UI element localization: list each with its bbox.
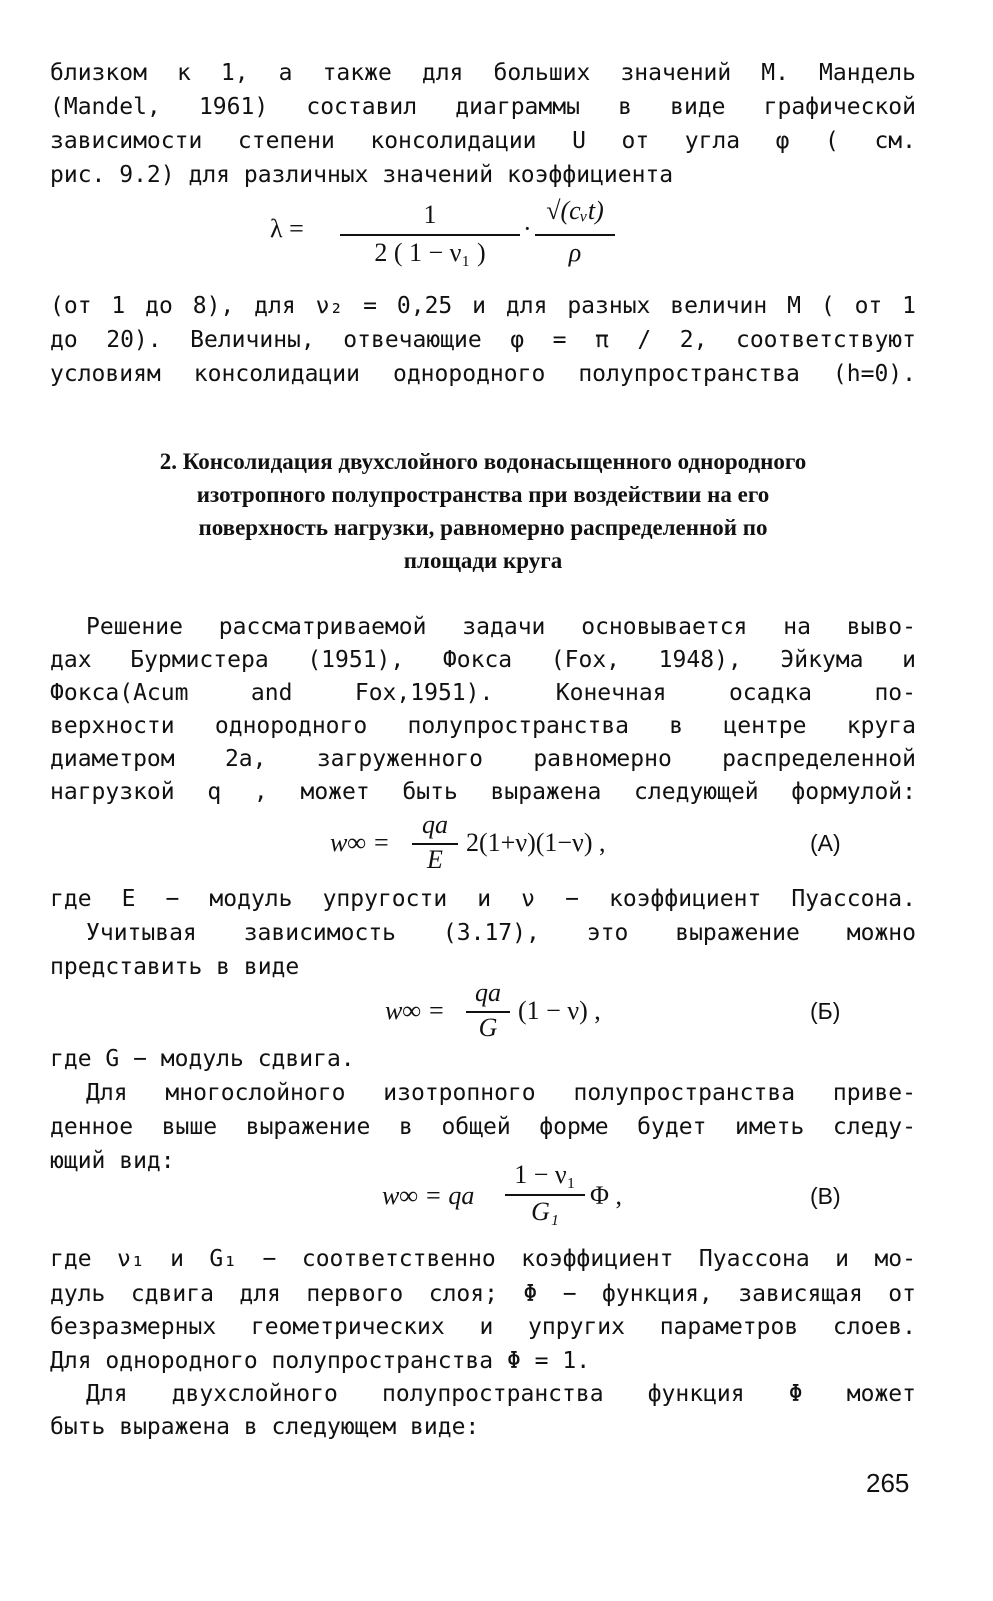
text-line: диаметром 2а, загруженного равномерно распределенной	[50, 746, 916, 772]
section-heading-line: площади круга	[403, 548, 563, 573]
text-line: безразмерных геометрических и упругих параметров слоев.	[50, 1314, 916, 1340]
formula-lambda-sqrt: √(cᵥt)	[546, 196, 604, 225]
text-line: денное выше выражение в общей форме будет иметь следу-	[50, 1114, 916, 1140]
text-line: условиям консолидации однородного полупространства (h=0).	[50, 361, 916, 387]
formula-b-label: (Б)	[810, 998, 841, 1024]
formula-a-numerator: qa	[422, 810, 448, 839]
text-line: Решение рассматриваемой задачи основывается на выво-	[86, 614, 916, 640]
text-line: где G − модуль сдвига.	[50, 1046, 355, 1072]
text-line: рис. 9.2) для различных значений коэффициента	[50, 162, 674, 188]
formula-lambda-dot: ·	[523, 214, 532, 243]
fraction-bar	[340, 234, 520, 236]
formula-a-rhs: 2(1+ν)(1−ν) ,	[466, 828, 606, 857]
text-line: дах Бурмистера (1951), Фокса (Fox, 1948), Эйкума и	[50, 647, 916, 673]
formula-v-lhs: w∞ = qa	[382, 1181, 475, 1210]
text-line: близком к 1, а также для больших значений M. Мандель	[50, 60, 916, 86]
formula-v-label: (B)	[810, 1183, 841, 1209]
text-line: Фокса(Acum and Fox,1951). Конечная осадка по-	[50, 680, 916, 706]
text-line: до 20). Величины, отвечающие φ = π / 2, соответствуют	[50, 327, 916, 353]
formula-v-denominator: G₁	[531, 1197, 559, 1226]
text-line: Для однородного полупространства Φ = 1.	[50, 1348, 591, 1374]
formula-v-rhs: Φ ,	[590, 1181, 623, 1210]
formula-lambda-denominator: 2 ( 1 − ν₁ )	[374, 238, 486, 267]
page-number: 265	[866, 1468, 910, 1498]
text-line: быть выражена в следующем виде:	[50, 1414, 480, 1440]
text-line: зависимости степени консолидации U от угла φ ( см.	[50, 128, 916, 154]
text-line: где ν₁ и G₁ − соответственно коэффициент Пуассона и мо-	[50, 1246, 916, 1272]
formula-b-lhs: w∞ =	[385, 996, 445, 1025]
formula-b-rhs: (1 − ν) ,	[518, 996, 601, 1025]
text-line: Для многослойного изотропного полупространства приве-	[86, 1080, 916, 1106]
formula-a-lhs: w∞ =	[330, 828, 390, 857]
formula-b-denominator: G	[478, 1013, 498, 1042]
text-line: где E − модуль упругости и ν − коэффициент Пуассона.	[50, 886, 916, 912]
text-line: Учитывая зависимость (3.17), это выражение можно	[86, 920, 916, 946]
fraction-bar	[505, 1194, 585, 1196]
text-line: верхности однородного полупространства в центре круга	[50, 713, 916, 739]
section-heading-line: 2. Консолидация двухслойного водонасыщенного однородного	[159, 449, 807, 474]
text-line: нагрузкой q , может быть выражена следующей формулой:	[50, 779, 916, 805]
text-line: ющий вид:	[50, 1148, 175, 1174]
formula-lambda-rho: ρ	[568, 238, 582, 267]
formula-b-numerator: qa	[475, 978, 501, 1007]
section-heading-line: изотропного полупространства при воздействии на его	[196, 482, 770, 507]
text-line: дуль сдвига для первого слоя; Φ − функция, зависящая от	[50, 1281, 916, 1307]
formula-lambda-lhs: λ =	[270, 214, 304, 243]
text-line: представить в виде	[50, 954, 300, 980]
fraction-bar	[535, 234, 615, 236]
formula-a-label: (A)	[810, 830, 841, 856]
formula-lambda-numerator: 1	[423, 200, 437, 229]
formula-v-numerator: 1 − ν₁	[514, 1160, 576, 1189]
text-line: Для двухслойного полупространства функция Φ может	[86, 1381, 916, 1407]
formula-a-denominator: E	[427, 845, 443, 874]
text-line: (от 1 до 8), для ν₂ = 0,25 и для разных величин M ( от 1	[50, 293, 916, 319]
text-line: (Mandel, 1961) составил диаграммы в виде графической	[50, 94, 916, 120]
section-heading-line: поверхность нагрузки, равномерно распределенной по	[198, 515, 768, 540]
